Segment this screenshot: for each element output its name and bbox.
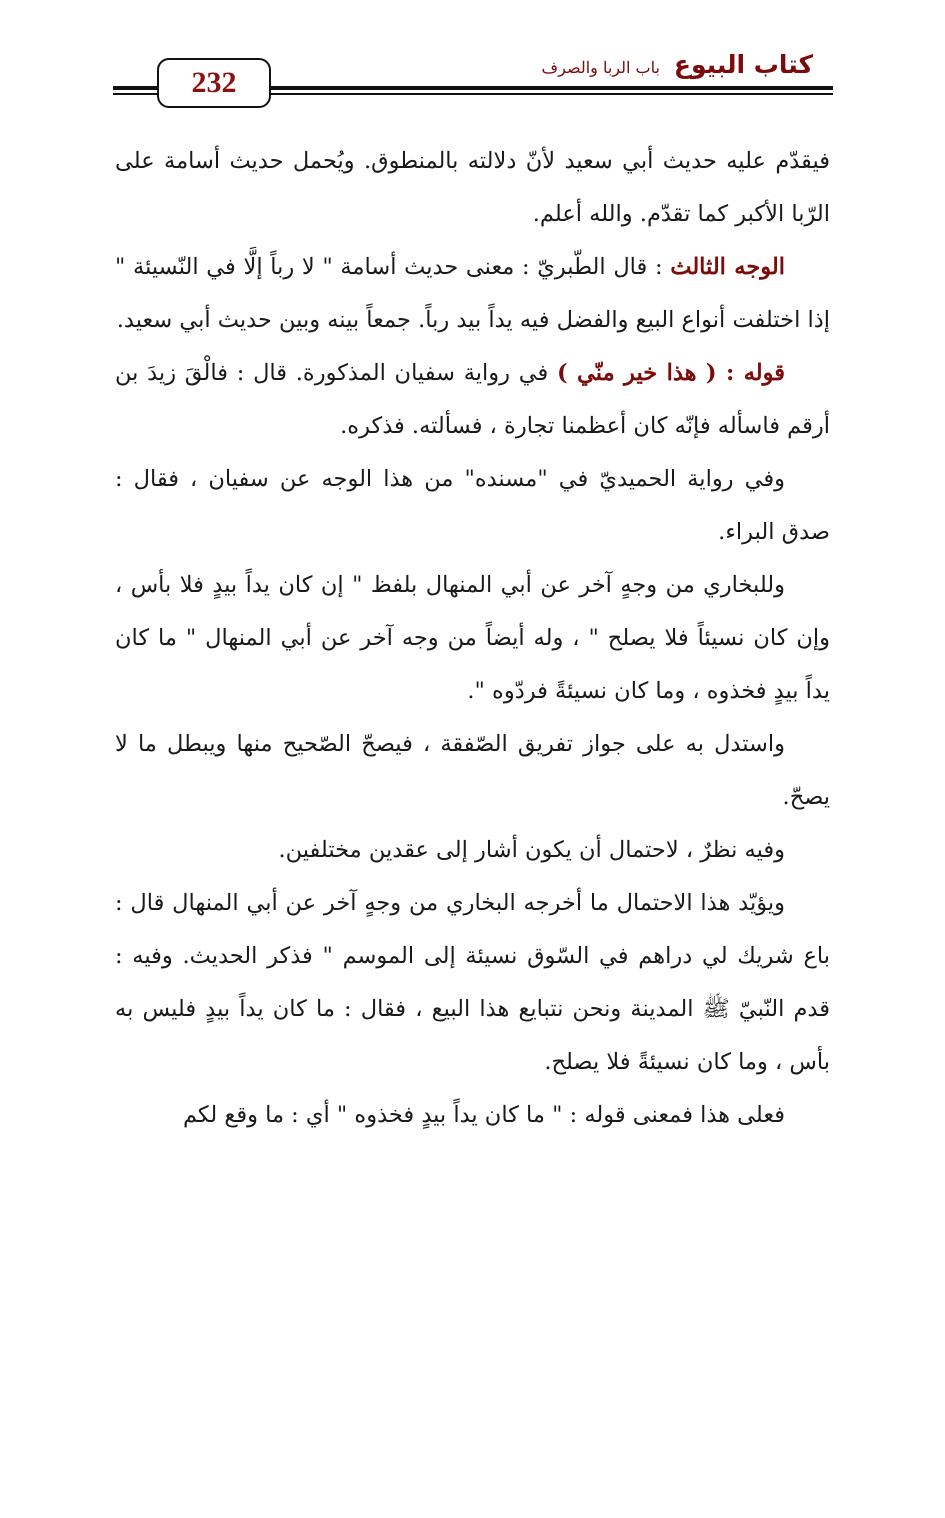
- page-header: [113, 48, 833, 108]
- page-body: [115, 135, 830, 1142]
- paragraph-text: ويؤيّد هذا الاحتمال ما أخرجه البخاري من وجهٍ آخر عن أبي المنهال قال : باع شريك لي دراهم في السّوق نسيئة إلى الموسم " فذكر الحديث. وفيه : قدم النّبيّ ﷺ المدينة ونحن نتبايع هذا البيع ، فقال : ما كان يداً بيدٍ فليس به بأس ، وما كان نسيئةً فلا يصلح.: [115, 890, 830, 1075]
- paragraph-3: [115, 347, 830, 453]
- page-number-box: [157, 58, 271, 108]
- chapter-title: باب الربا والصرف: [541, 58, 660, 77]
- paragraph-7: [115, 824, 830, 877]
- paragraph-8: [115, 877, 830, 1089]
- paragraph-lead: قوله : ( هذا خير منّي ): [556, 360, 785, 386]
- paragraph-text: : قال الطّبريّ : معنى حديث أسامة " لا رباً إلَّا في النّسيئة " إذا اختلفت أنواع البيع والفضل فيه يداً بيد رباً. جمعاً بينه وبين حديث أبي سعيد.: [115, 254, 830, 333]
- paragraph-6: [115, 718, 830, 824]
- paragraph-2: [115, 241, 830, 347]
- paragraph-9: [115, 1089, 830, 1142]
- paragraph-4: [115, 453, 830, 559]
- page-number: 232: [191, 66, 237, 99]
- book-title: كتاب البيوع: [673, 50, 813, 79]
- running-title: [542, 50, 813, 79]
- paragraph-text: واستدل به على جواز تفريق الصّفقة ، فيصحّ الصّحيح منها ويبطل ما لا يصحّ.: [115, 731, 830, 810]
- paragraph-text: فيقدّم عليه حديث أبي سعيد لأنّ دلالته بالمنطوق. ويُحمل حديث أسامة على الرّبا الأكبر كما تقدّم. والله أعلم.: [115, 148, 830, 227]
- paragraph-1: [115, 135, 830, 241]
- paragraph-text: وللبخاري من وجهٍ آخر عن أبي المنهال بلفظ " إن كان يداً بيدٍ فلا بأس ، وإن كان نسيئاً فلا يصلح " ، وله أيضاً من وجه آخر عن أبي المنهال " ما كان يداً بيدٍ فخذوه ، وما كان نسيئةً فردّوه ".: [115, 572, 830, 704]
- paragraph-text: في رواية سفيان المذكورة. قال : فالْقَ زيدَ بن أرقم فاسأله فإنّه كان أعظمنا تجارة ، فسألته. فذكره.: [115, 360, 830, 439]
- paragraph-text: وفيه نظرٌ ، لاحتمال أن يكون أشار إلى عقدين مختلفين.: [278, 837, 785, 863]
- paragraph-5: [115, 559, 830, 718]
- paragraph-lead: الوجه الثالث: [670, 254, 785, 280]
- paragraph-text: فعلى هذا فمعنى قوله : " ما كان يداً بيدٍ فخذوه " أي : ما وقع لكم: [182, 1102, 785, 1128]
- paragraph-text: وفي رواية الحميديّ في "مسنده" من هذا الوجه عن سفيان ، فقال : صدق البراء.: [115, 466, 830, 545]
